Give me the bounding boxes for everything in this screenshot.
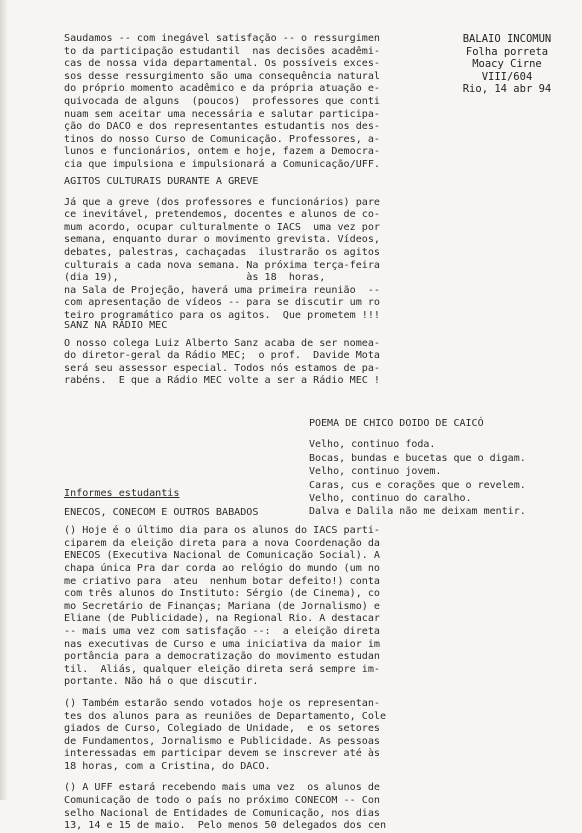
text-line: (dia 19), às 18 horas,	[64, 272, 326, 284]
text-line: de Fundamentos, Jornalismo e Publicidade. As pessoas	[64, 735, 381, 747]
text-line: () A UFF estará recebendo mais uma vez os alunos de	[64, 782, 381, 794]
text-line: -- mais uma vez com satisfação --: a eleição direta	[64, 625, 381, 637]
section-heading-sanz: SANZ NA RÁDIO MEC	[64, 320, 168, 331]
text-line: ciparem da eleição direta para a nova Coordenação da	[64, 537, 381, 549]
text-line: cia que impulsiona e impulsionará a Comunicação/UFF.	[64, 158, 381, 170]
text-line: mo Secretário de Finanças; Mariana (de Jornalismo) e	[64, 600, 381, 612]
poem-line: Velho, continuo do caralho.	[309, 493, 472, 505]
informes-paragraph-representantes	[64, 698, 442, 774]
masthead-issue: VIII/604	[481, 70, 533, 83]
text-line: será seu assessor especial. Todos nós estamos de pa-	[64, 362, 381, 374]
poem-line: Caras, cus e corações que o revelem.	[309, 479, 526, 491]
text-line: com apresentação de vídeos -- para se discutir um ro	[64, 297, 381, 309]
section-heading-informes: Informes estudantis	[64, 488, 180, 499]
text-line: ce inevitável, pretendemos, docentes e alunos de co-	[64, 209, 381, 221]
text-line: sos desse ressurgimento são uma consequência natural	[64, 70, 381, 82]
text-line: O nosso colega Luiz Alberto Sanz acaba de ser nomea-	[64, 337, 381, 349]
text-line: interessadas em participar devem se inscrever até às	[64, 748, 381, 760]
poem-line: Velho, continuo jovem.	[309, 466, 442, 478]
poem-line: Velho, continuo foda.	[309, 439, 436, 451]
text-line: tes dos alunos para as reuniões de Departamento, Cole	[64, 710, 387, 722]
text-line: do próprio momento acadêmico e da própria atuação e-	[64, 83, 381, 95]
text-line: semana, enquanto durar o movimento grevista. Vídeos,	[64, 234, 381, 246]
sanz-section	[64, 320, 442, 388]
text-line: Eliane (de Publicidade), na Regional Rio. A destacar	[64, 613, 381, 625]
agitos-section	[64, 176, 442, 323]
text-line: do diretor-geral da Rádio MEC; o prof. Davide Mota	[64, 350, 381, 362]
text-line: giados de Curso, Colegiado de Unidade, e os setores	[64, 723, 381, 735]
text-line: na Sala de Projeção, haverá uma primeira reunião --	[64, 284, 381, 296]
text-line: teiro programático para os agitos. Que prometem !!!	[64, 309, 381, 321]
text-line: nas executivas de Curso e uma iniciativa da maior im	[64, 638, 381, 650]
masthead	[448, 33, 566, 96]
text-line: Saudamos -- com inegável satisfação -- o ressurgimen	[64, 33, 381, 44]
scan-edge-shadow	[0, 0, 8, 800]
text-line: til. Aliás, qualquer eleição direta será sempre im-	[64, 663, 381, 675]
masthead-date: Rio, 14 abr 94	[462, 83, 552, 96]
text-line: cas de nossa vida departamental. Os possíveis exces-	[64, 58, 381, 70]
text-line: Já que a greve (dos professores e funcionários) pare	[64, 196, 381, 208]
intro-paragraph	[64, 33, 442, 172]
text-line: portância para a democratização do movimento estudan	[64, 651, 381, 663]
text-line: me criativo para ateu nenhum botar defeito!) conta	[64, 575, 381, 587]
masthead-title: BALAIO INCOMUN	[462, 33, 552, 45]
text-line: portante. Não há o que discutir.	[64, 676, 259, 688]
informes-paragraph-enecos	[64, 525, 442, 689]
text-line: rabéns. E que a Rádio MEC volte a ser a Rádio MEC !	[64, 375, 381, 387]
text-line: ENECOS (Executiva Nacional de Comunicação Social). A	[64, 550, 381, 562]
text-line: selho Nacional de Entidades de Comunicação, nos dias	[64, 807, 381, 819]
poem-line: Dalva e Dalila não me deixam mentir.	[309, 506, 526, 518]
text-line: chapa única Pra dar corda ao relógio do mundo (um no	[64, 562, 381, 574]
text-line: culturais a cada nova semana. Na próxima terça-feira	[64, 259, 381, 271]
subheading-enecos: ENECOS, CONECOM E OUTROS BABADOS	[64, 506, 259, 518]
text-line: 18 horas, com a Cristina, do DACO.	[64, 760, 271, 772]
text-line: com três alunos do Instituto: Sérgio (de Cinema), co	[64, 588, 381, 600]
masthead-author: Moacy Cirne	[472, 58, 542, 71]
section-heading-agitos: AGITOS CULTURAIS DURANTE A GREVE	[64, 176, 259, 187]
text-line: to da participação estudantil nas decisões acadêmi-	[64, 45, 381, 57]
text-line: () Também estarão sendo votados hoje os representan-	[64, 697, 381, 709]
informes-section	[64, 488, 442, 833]
text-line: debates, palestras, cachaçadas ilustrarão os agitos	[64, 246, 381, 258]
text-line: () Hoje é o último dia para os alunos do IACS parti-	[64, 525, 381, 537]
text-line: ção do DACO e dos representantes estudantis nos des-	[64, 121, 381, 133]
masthead-subtitle: Folha porreta	[465, 45, 549, 58]
text-line: quivocada de alguns (poucos) professores que conti	[64, 95, 381, 107]
text-line: mum acordo, ocupar culturalmente o IACS uma vez por	[64, 221, 381, 233]
text-line: lunos e funcionários, ontem e hoje, fazem a Democra-	[64, 146, 381, 158]
text-line: tinos do nosso Curso de Comunicação. Professores, a-	[64, 133, 381, 145]
text-line: 13, 14 e 15 de maio. Pelo menos 50 delegados dos cen	[64, 820, 387, 832]
text-line: Comunicação de todo o país no próximo CONECOM -- Con	[64, 795, 381, 807]
informes-paragraph-conecom	[64, 782, 442, 832]
poem-line: Bocas, bundas e bucetas que o digam.	[309, 452, 526, 464]
poem-title: POEMA DE CHICO DOIDO DE CAICÓ	[309, 418, 484, 429]
text-line: nuam sem aceitar uma necessária e salutar participa-	[64, 108, 381, 120]
